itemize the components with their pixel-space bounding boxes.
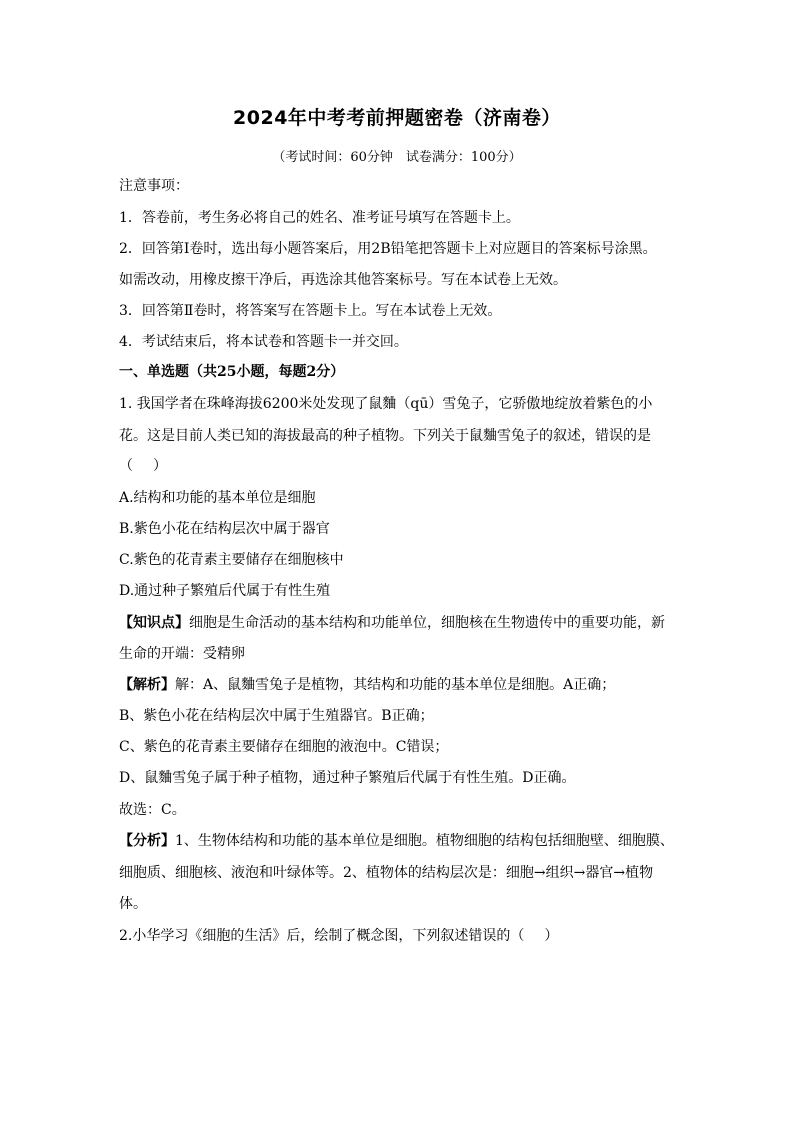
paren-close: ） (544, 928, 559, 944)
notice-item: 3．回答第Ⅱ卷时，将答案写在答题卡上。写在本试卷上无效。 (119, 303, 502, 319)
answer-choice: 故选：C。 (119, 802, 186, 818)
notice-item: 1．答卷前，考生务必将自己的姓名、准考证号填写在答题卡上。 (119, 210, 520, 226)
fenxi-text: 1、生物体结构和功能的基本单位是细胞。植物细胞的结构包括细胞壁、细胞膜、 (175, 833, 674, 849)
notice-item: 2．回答第Ⅰ卷时，选出每小题答案后，用2B铅笔把答题卡上对应题目的答案标号涂黑。 (119, 241, 657, 257)
knowledge-text: 生命的开端：受精卵 (119, 646, 245, 662)
exam-subtitle: （考试时间：60分钟 试卷满分：100分） (272, 150, 522, 165)
question-1-answer-parens (119, 457, 167, 475)
question-1-stem: 1. 我国学者在珠峰海拔6200米处发现了鼠麯（qū）雪兔子，它骄傲地绽放着紫色的小 (119, 396, 653, 412)
analysis-text: 解：A、鼠麯雪兔子是植物，其结构和功能的基本单位是细胞。A正确； (175, 677, 616, 693)
analysis-tag: 【解析】 (119, 677, 175, 693)
knowledge-text: 细胞是生命活动的基本结构和功能单位，细胞核在生物遗传中的重要功能，新 (189, 615, 665, 631)
section-heading: 一、单选题（共25小题，每题2分） (119, 364, 345, 380)
question-1-stem: 花。这是目前人类已知的海拔最高的种子植物。下列关于鼠麯雪兔子的叙述，错误的是 (119, 428, 651, 444)
option-b: B.紫色小花在结构层次中属于器官 (119, 521, 330, 537)
option-d: D.通过种子繁殖后代属于有性生殖 (119, 583, 331, 599)
notice-item: 4．考试结束后，将本试卷和答题卡一并交回。 (119, 334, 408, 350)
analysis (119, 676, 615, 694)
fenxi-text: 细胞质、细胞核、液泡和叶绿体等。2、植物体的结构层次是：细胞→组织→器官→植物 (119, 865, 654, 881)
analysis-text: C、紫色的花青素主要储存在细胞的液泡中。C错误； (119, 739, 449, 755)
paren-open: （ (119, 458, 133, 474)
question-2-stem (119, 927, 558, 945)
analysis-text: D、鼠麯雪兔子属于种子植物，通过种子繁殖后代属于有性生殖。D正确。 (119, 770, 576, 786)
option-a: A.结构和功能的基本单位是细胞 (119, 490, 316, 506)
question-2-text: 2.小华学习《细胞的生活》后，绘制了概念图，下列叙述错误的（ (119, 928, 525, 944)
exam-title: 2024年中考考前押题密卷（济南卷） (233, 107, 561, 129)
fenxi (119, 832, 674, 850)
knowledge-tag: 【知识点】 (119, 615, 189, 631)
option-c: C.紫色的花青素主要储存在细胞核中 (119, 552, 344, 568)
notice-heading: 注意事项： (119, 178, 189, 194)
paren-close: ） (153, 458, 167, 474)
fenxi-tag: 【分析】 (119, 833, 175, 849)
analysis-text: B、紫色小花在结构层次中属于生殖器官。B正确； (119, 708, 434, 724)
fenxi-text: 体。 (119, 896, 147, 912)
notice-item: 如需改动，用橡皮擦干净后，再选涂其他答案标号。写在本试卷上无效。 (119, 272, 567, 288)
knowledge-point (119, 614, 665, 632)
